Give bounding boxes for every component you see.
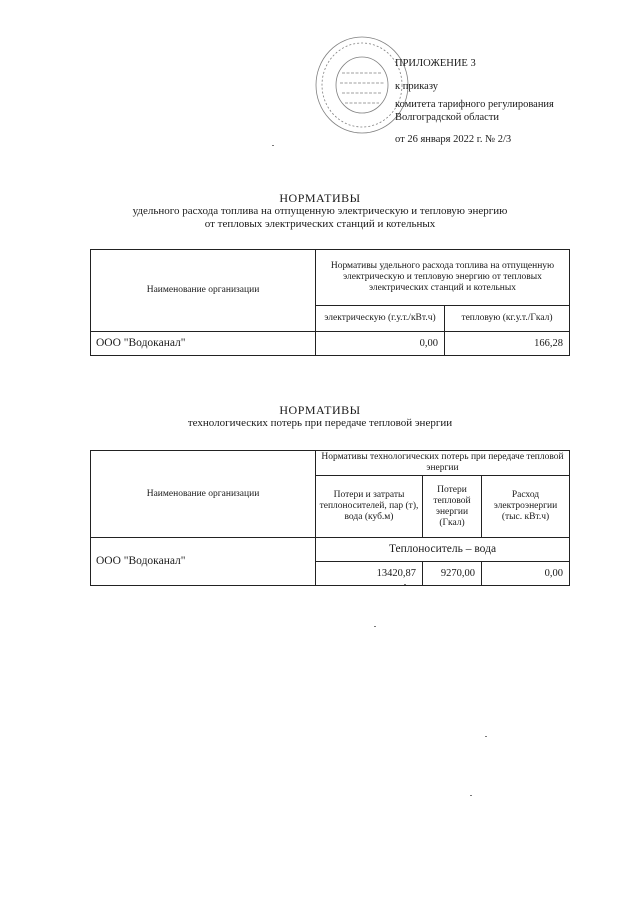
table1-col-org: Наименование организации	[91, 250, 316, 332]
appendix-title: ПРИЛОЖЕНИЕ 3	[395, 58, 476, 69]
heat-losses-table	[90, 450, 570, 586]
appendix-committee: комитета тарифного регулирования	[395, 99, 554, 110]
table-row	[91, 538, 570, 562]
table-row	[91, 332, 570, 356]
table2-title: НОРМАТИВЫ	[279, 403, 361, 417]
scan-speck	[485, 736, 487, 737]
table1-col-thermal: тепловую (кг.у.т./Гкал)	[445, 306, 570, 332]
scan-speck	[470, 795, 472, 796]
scan-speck	[404, 584, 406, 585]
table1-row-electric: 0,00	[316, 332, 445, 356]
table2-col-org: Наименование организации	[91, 451, 316, 538]
table2-col-losses-heat: Потери тепловой энергии (Гкал)	[423, 476, 482, 538]
appendix-header	[395, 57, 554, 146]
table1-heading	[0, 192, 640, 231]
table1-col-group: Нормативы удельного расхода топлива на отпущенную электрическую и тепловую энергию от тепловых электрических станций и котельных	[316, 250, 570, 306]
table1-row-org: ООО "Водоканал"	[91, 332, 316, 356]
scan-speck	[374, 626, 376, 627]
appendix-region: Волгоградской области	[395, 112, 500, 123]
scan-speck	[272, 145, 274, 146]
table2-subtitle-1: технологических потерь при передаче тепловой энергии	[187, 417, 453, 429]
table2-heading	[0, 404, 640, 430]
table1-subtitle-2: от тепловых электрических станций и котельных	[204, 218, 436, 230]
table1-col-electric: электрическую (г.у.т./кВт.ч)	[316, 306, 445, 332]
table2-row-carrier-label: Теплоноситель – вода	[316, 538, 570, 562]
table2-col-losses-carrier: Потери и затраты теплоносителей, пар (т), вода (куб.м)	[316, 476, 423, 538]
table2-col-electricity: Расход электроэнергии (тыс. кВт.ч)	[482, 476, 570, 538]
appendix-to-order: к приказу	[395, 81, 438, 92]
table1-row-thermal: 166,28	[445, 332, 570, 356]
appendix-date: от 26 января 2022 г. № 2/3	[395, 134, 512, 145]
table1-subtitle-1: удельного расхода топлива на отпущенную электрическую и тепловую энергию	[132, 205, 508, 217]
table2-row-electricity: 0,00	[482, 562, 570, 586]
fuel-consumption-table	[90, 249, 570, 356]
table2-row-losses-heat: 9270,00	[423, 562, 482, 586]
table2-row-losses-carrier: 13420,87	[316, 562, 423, 586]
table2-col-group: Нормативы технологических потерь при передаче тепловой энергии	[316, 451, 570, 476]
table2-row-org: ООО "Водоканал"	[91, 538, 316, 586]
table1-title: НОРМАТИВЫ	[279, 191, 361, 205]
